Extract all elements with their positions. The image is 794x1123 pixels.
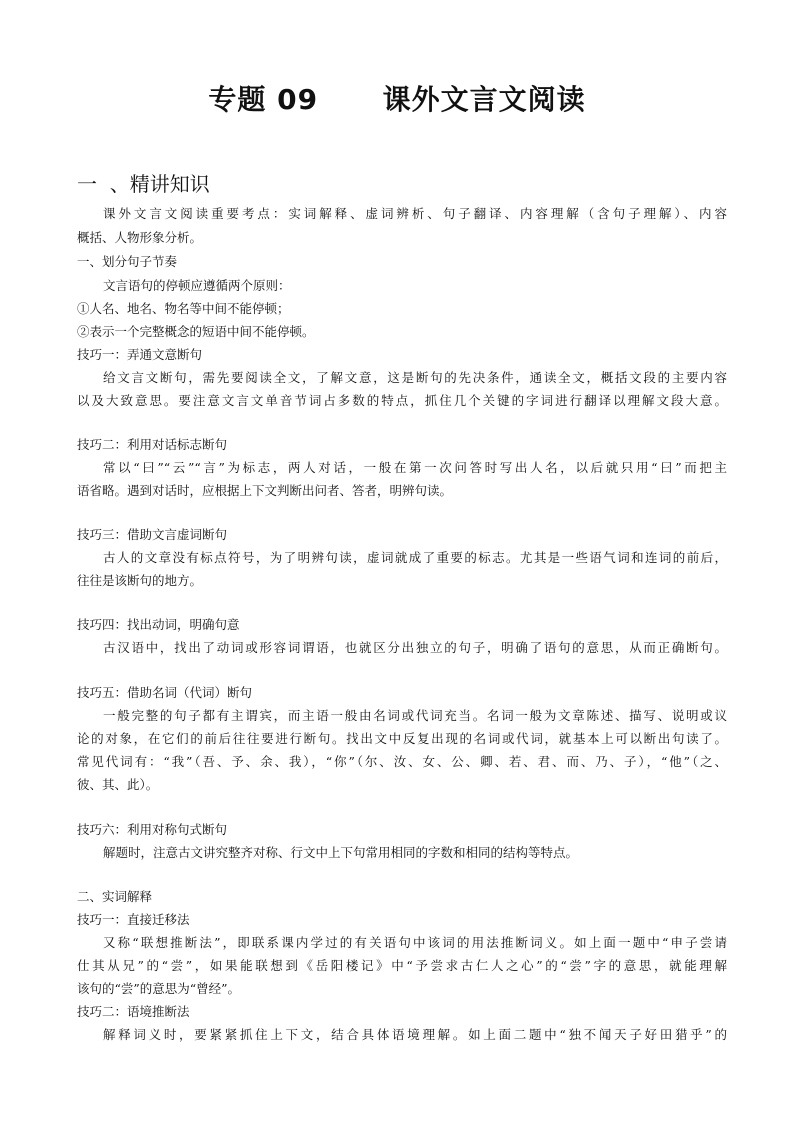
tip-heading: 技巧五：借助名词（代词）断句 <box>77 685 253 700</box>
tip-text-line: 解释词义时，要紧紧抓住上下文，结合具体语境理解。如上面二题中“独不闻天子好田猎乎”的 <box>103 1027 727 1042</box>
tip-heading: 技巧一：直接迁移法 <box>77 912 190 927</box>
tip-heading: 技巧六：利用对称句式断句 <box>77 822 228 837</box>
principle-item: ②表示一个完整概念的短语中间不能停顿。 <box>77 324 315 339</box>
tip-text-line: 以及大致意思。要注意文言文单音节词占多数的特点，抓住几个关键的字词进行翻译以理解文段大意。 <box>77 393 727 408</box>
subsection-heading: 二、实词解释 <box>77 889 153 904</box>
tip-heading: 技巧二：语境推断法 <box>77 1004 190 1019</box>
tip-heading: 技巧二：利用对话标志断句 <box>77 437 228 452</box>
tip-heading: 技巧四：找出动词，明确句意 <box>77 617 240 632</box>
intro-line: 概括、人物形象分析。 <box>77 230 203 245</box>
tip-text-line: 常见代词有：“我”（吾、予、余、我），“你”（尔、汝、女、公、卿、若、君、而、乃、子），“他”（之、 <box>77 754 727 769</box>
tip-text-line: 常以“曰”“云”“言”为标志，两人对话，一般在第一次问答时写出人名，以后就只用“曰”而把主 <box>103 460 727 475</box>
tip-heading: 技巧三：借助文言虚词断句 <box>77 527 228 542</box>
tip-text-line: 古人的文章没有标点符号，为了明辨句读，虚词就成了重要的标志。尤其是一些语气词和连词的前后， <box>103 550 727 565</box>
section-title: 一 、精讲知识 <box>77 172 210 196</box>
tip-text-line: 解题时，注意古文讲究整齐对称、行文中上下句常用相同的字数和相同的结构等特点。 <box>103 845 579 860</box>
tip-text-line: 该句的“尝”的意思为“曾经”。 <box>77 981 241 996</box>
subsection-heading: 一、划分句子节奏 <box>77 254 178 269</box>
page-title: 专题 09 课外文言文阅读 <box>208 83 586 116</box>
tip-text-line: 彼、其、此）。 <box>77 777 159 792</box>
tip-text-line: 一般完整的句子都有主谓宾，而主语一般由名词或代词充当。名词一般为文章陈述、描写、说明或议 <box>103 708 727 723</box>
tip-heading: 技巧一：弄通文意断句 <box>77 347 203 362</box>
tip-text-line: 论的对象，在它们的前后往往要进行断句。找出文中反复出现的名词或代词，就基本上可以断出句读了。 <box>77 731 727 746</box>
intro-line: 课外文言文阅读重要考点：实词解释、虚词辨析、句子翻译、内容理解（含句子理解）、内容 <box>103 206 727 221</box>
tip-text-line: 古汉语中，找出了动词或形容词谓语，也就区分出独立的句子，明确了语句的意思，从而正确断句。 <box>103 640 727 655</box>
tip-text-line: 仕其从兄”的“尝”，如果能联想到《岳阳楼记》中“予尝求古仁人之心”的“尝”字的意思，就能理解 <box>77 958 727 973</box>
tip-text-line: 给文言文断句，需先要阅读全文，了解文意，这是断句的先决条件，通读全文，概括文段的主要内容 <box>103 370 727 385</box>
tip-text-line: 往往是该断句的地方。 <box>77 573 203 588</box>
principle-intro: 文言语句的停顿应遵循两个原则： <box>103 278 291 293</box>
principle-item: ①人名、地名、物名等中间不能停顿； <box>77 301 290 316</box>
tip-text-line: 语省略。遇到对话时，应根据上下文判断出问者、答者，明辨句读。 <box>77 483 453 498</box>
tip-text-line: 又称“联想推断法”，即联系课内学过的有关语句中该词的用法推断词义。如上面一题中“申子尝请 <box>103 935 727 950</box>
